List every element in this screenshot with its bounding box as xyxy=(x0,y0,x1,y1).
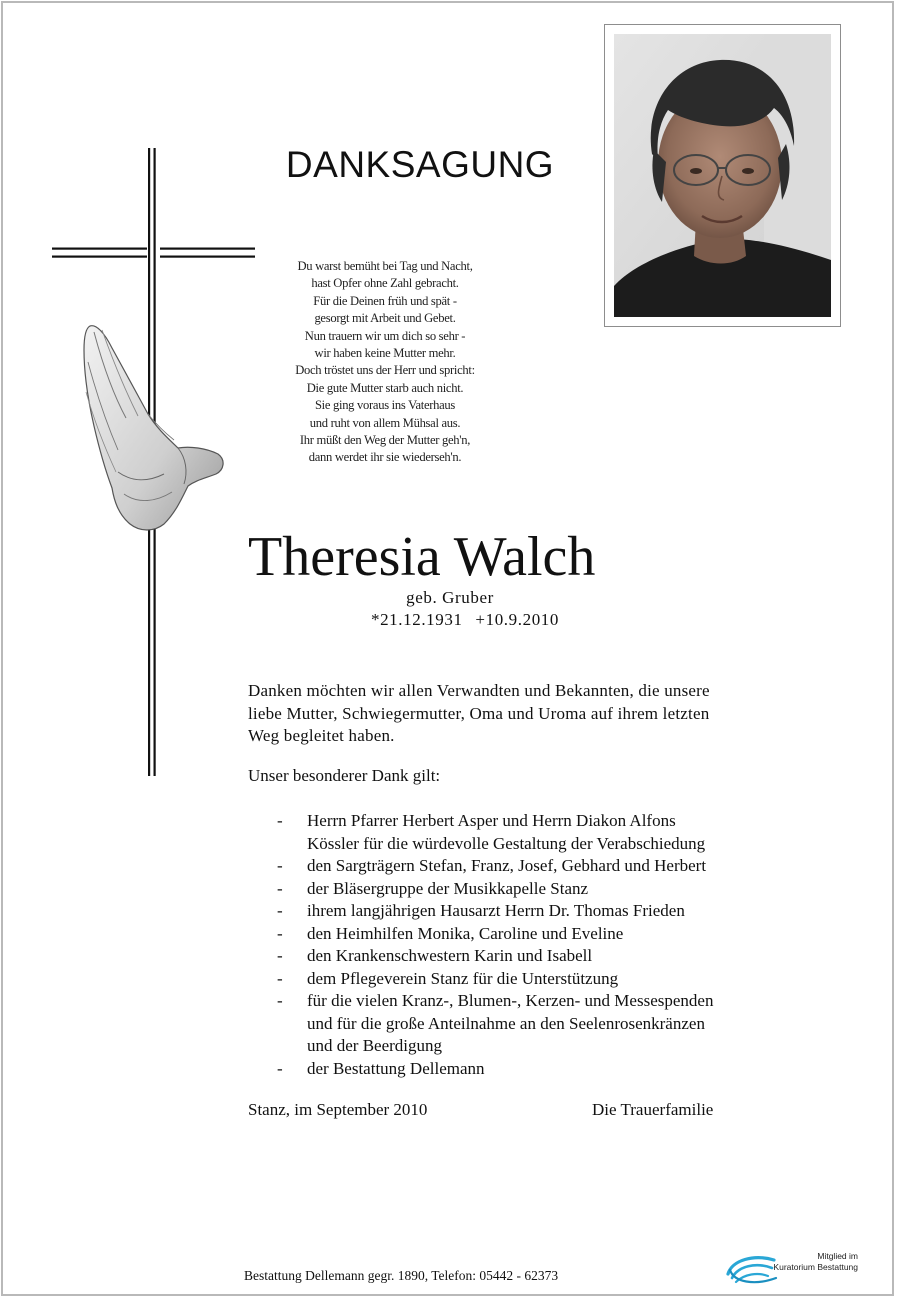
intro-line: Danken möchten wir allen Verwandten und Bekannten, die unsere xyxy=(248,681,710,700)
list-item xyxy=(275,968,795,991)
poem-line: Ihr müßt den Weg der Mutter geh'n, xyxy=(299,433,471,448)
list-item xyxy=(275,810,795,855)
poem-line: Du warst bemüht bei Tag und Nacht, xyxy=(297,259,473,273)
poem-line: Doch tröstet uns der Herr und spricht: xyxy=(295,363,475,378)
list-item-line: den Heimhilfen Monika, Caroline und Eveline xyxy=(307,923,624,943)
poem-line: Die gute Mutter starb auch nicht. xyxy=(306,380,464,395)
list-dash: - xyxy=(277,991,283,1010)
list-item xyxy=(275,900,795,923)
member-badge xyxy=(770,1251,858,1272)
portrait-image xyxy=(614,34,831,317)
list-item-line: ihrem langjährigen Hausarzt Herrn Dr. Thomas Frieden xyxy=(307,901,685,920)
poem-line: hast Opfer ohne Zahl gebracht. xyxy=(311,276,459,291)
list-dash: - xyxy=(277,856,283,875)
intro-line: Weg begleitet haben. xyxy=(248,726,395,745)
list-dash: - xyxy=(277,1058,283,1078)
page-title: DANKSAGUNG xyxy=(285,144,555,185)
life-dates: *21.12.1931 +10.9.2010 xyxy=(370,610,560,629)
special-thanks-label: Unser besonderer Dank gilt: xyxy=(248,766,441,785)
list-item-line: den Sargträgern Stefan, Franz, Josef, Gebhard und Herbert xyxy=(307,856,707,875)
list-item xyxy=(275,878,795,901)
list-item-line: dem Pflegeverein Stanz für die Unterstützung xyxy=(307,968,619,988)
list-dash: - xyxy=(277,901,283,920)
list-dash: - xyxy=(277,968,283,988)
poem-line: Für die Deinen früh und spät - xyxy=(313,293,457,308)
list-item xyxy=(275,990,795,1058)
poem-line: dann werdet ihr sie wiederseh'n. xyxy=(308,450,462,465)
birth-name: geb. Gruber xyxy=(406,588,494,607)
poem xyxy=(245,258,525,467)
member-badge-line: Kuratorium Bestattung xyxy=(773,1261,858,1272)
portrait-frame xyxy=(604,24,841,327)
list-dash: - xyxy=(277,923,283,943)
poem-line: wir haben keine Mutter mehr. xyxy=(314,346,456,361)
poem-line: Sie ging voraus ins Vaterhaus xyxy=(314,398,456,413)
intro-paragraph xyxy=(248,680,788,748)
list-item-line: und für die große Anteilnahme an den Seelenrosenkränzen xyxy=(307,1013,705,1033)
list-item xyxy=(275,855,795,878)
thanks-list xyxy=(275,810,795,1080)
list-item-line: den Krankenschwestern Karin und Isabell xyxy=(307,946,593,965)
cross-beam-icon xyxy=(52,246,255,260)
intro-line: liebe Mutter, Schwiegermutter, Oma und Uroma auf ihrem letzten xyxy=(248,703,710,723)
signature: Die Trauerfamilie xyxy=(592,1100,714,1119)
list-item-line: und der Beerdigung xyxy=(307,1036,443,1055)
list-item-line: Herrn Pfarrer Herbert Asper und Herrn Diakon Alfons xyxy=(307,811,676,830)
list-dash: - xyxy=(277,878,283,898)
poem-line: und ruht von allem Mühsal aus. xyxy=(309,415,461,430)
list-item xyxy=(275,923,795,946)
list-item-line: der Bläsergruppe der Musikkapelle Stanz xyxy=(307,878,589,898)
list-item-line: für die vielen Kranz-, Blumen-, Kerzen- und Messespenden xyxy=(307,991,714,1010)
poem-line: gesorgt mit Arbeit und Gebet. xyxy=(314,311,456,326)
poem-line: Nun trauern wir um dich so sehr - xyxy=(304,328,466,343)
portrait-photo xyxy=(614,34,831,317)
praying-hands-icon xyxy=(78,322,228,534)
list-item-line: Kössler für die würdevolle Gestaltung der Verabschiedung xyxy=(307,833,706,853)
list-item xyxy=(275,945,795,968)
footer-contact: Bestattung Dellemann gegr. 1890, Telefon: 05442 - 62373 xyxy=(244,1268,559,1283)
list-item-line: der Bestattung Dellemann xyxy=(307,1058,485,1078)
list-item xyxy=(275,1058,795,1081)
member-badge-line: Mitglied im xyxy=(817,1251,858,1261)
deceased-name: Theresia Walch xyxy=(248,526,596,588)
list-dash: - xyxy=(277,946,283,965)
list-dash: - xyxy=(277,811,283,830)
place-date: Stanz, im September 2010 xyxy=(248,1100,428,1119)
